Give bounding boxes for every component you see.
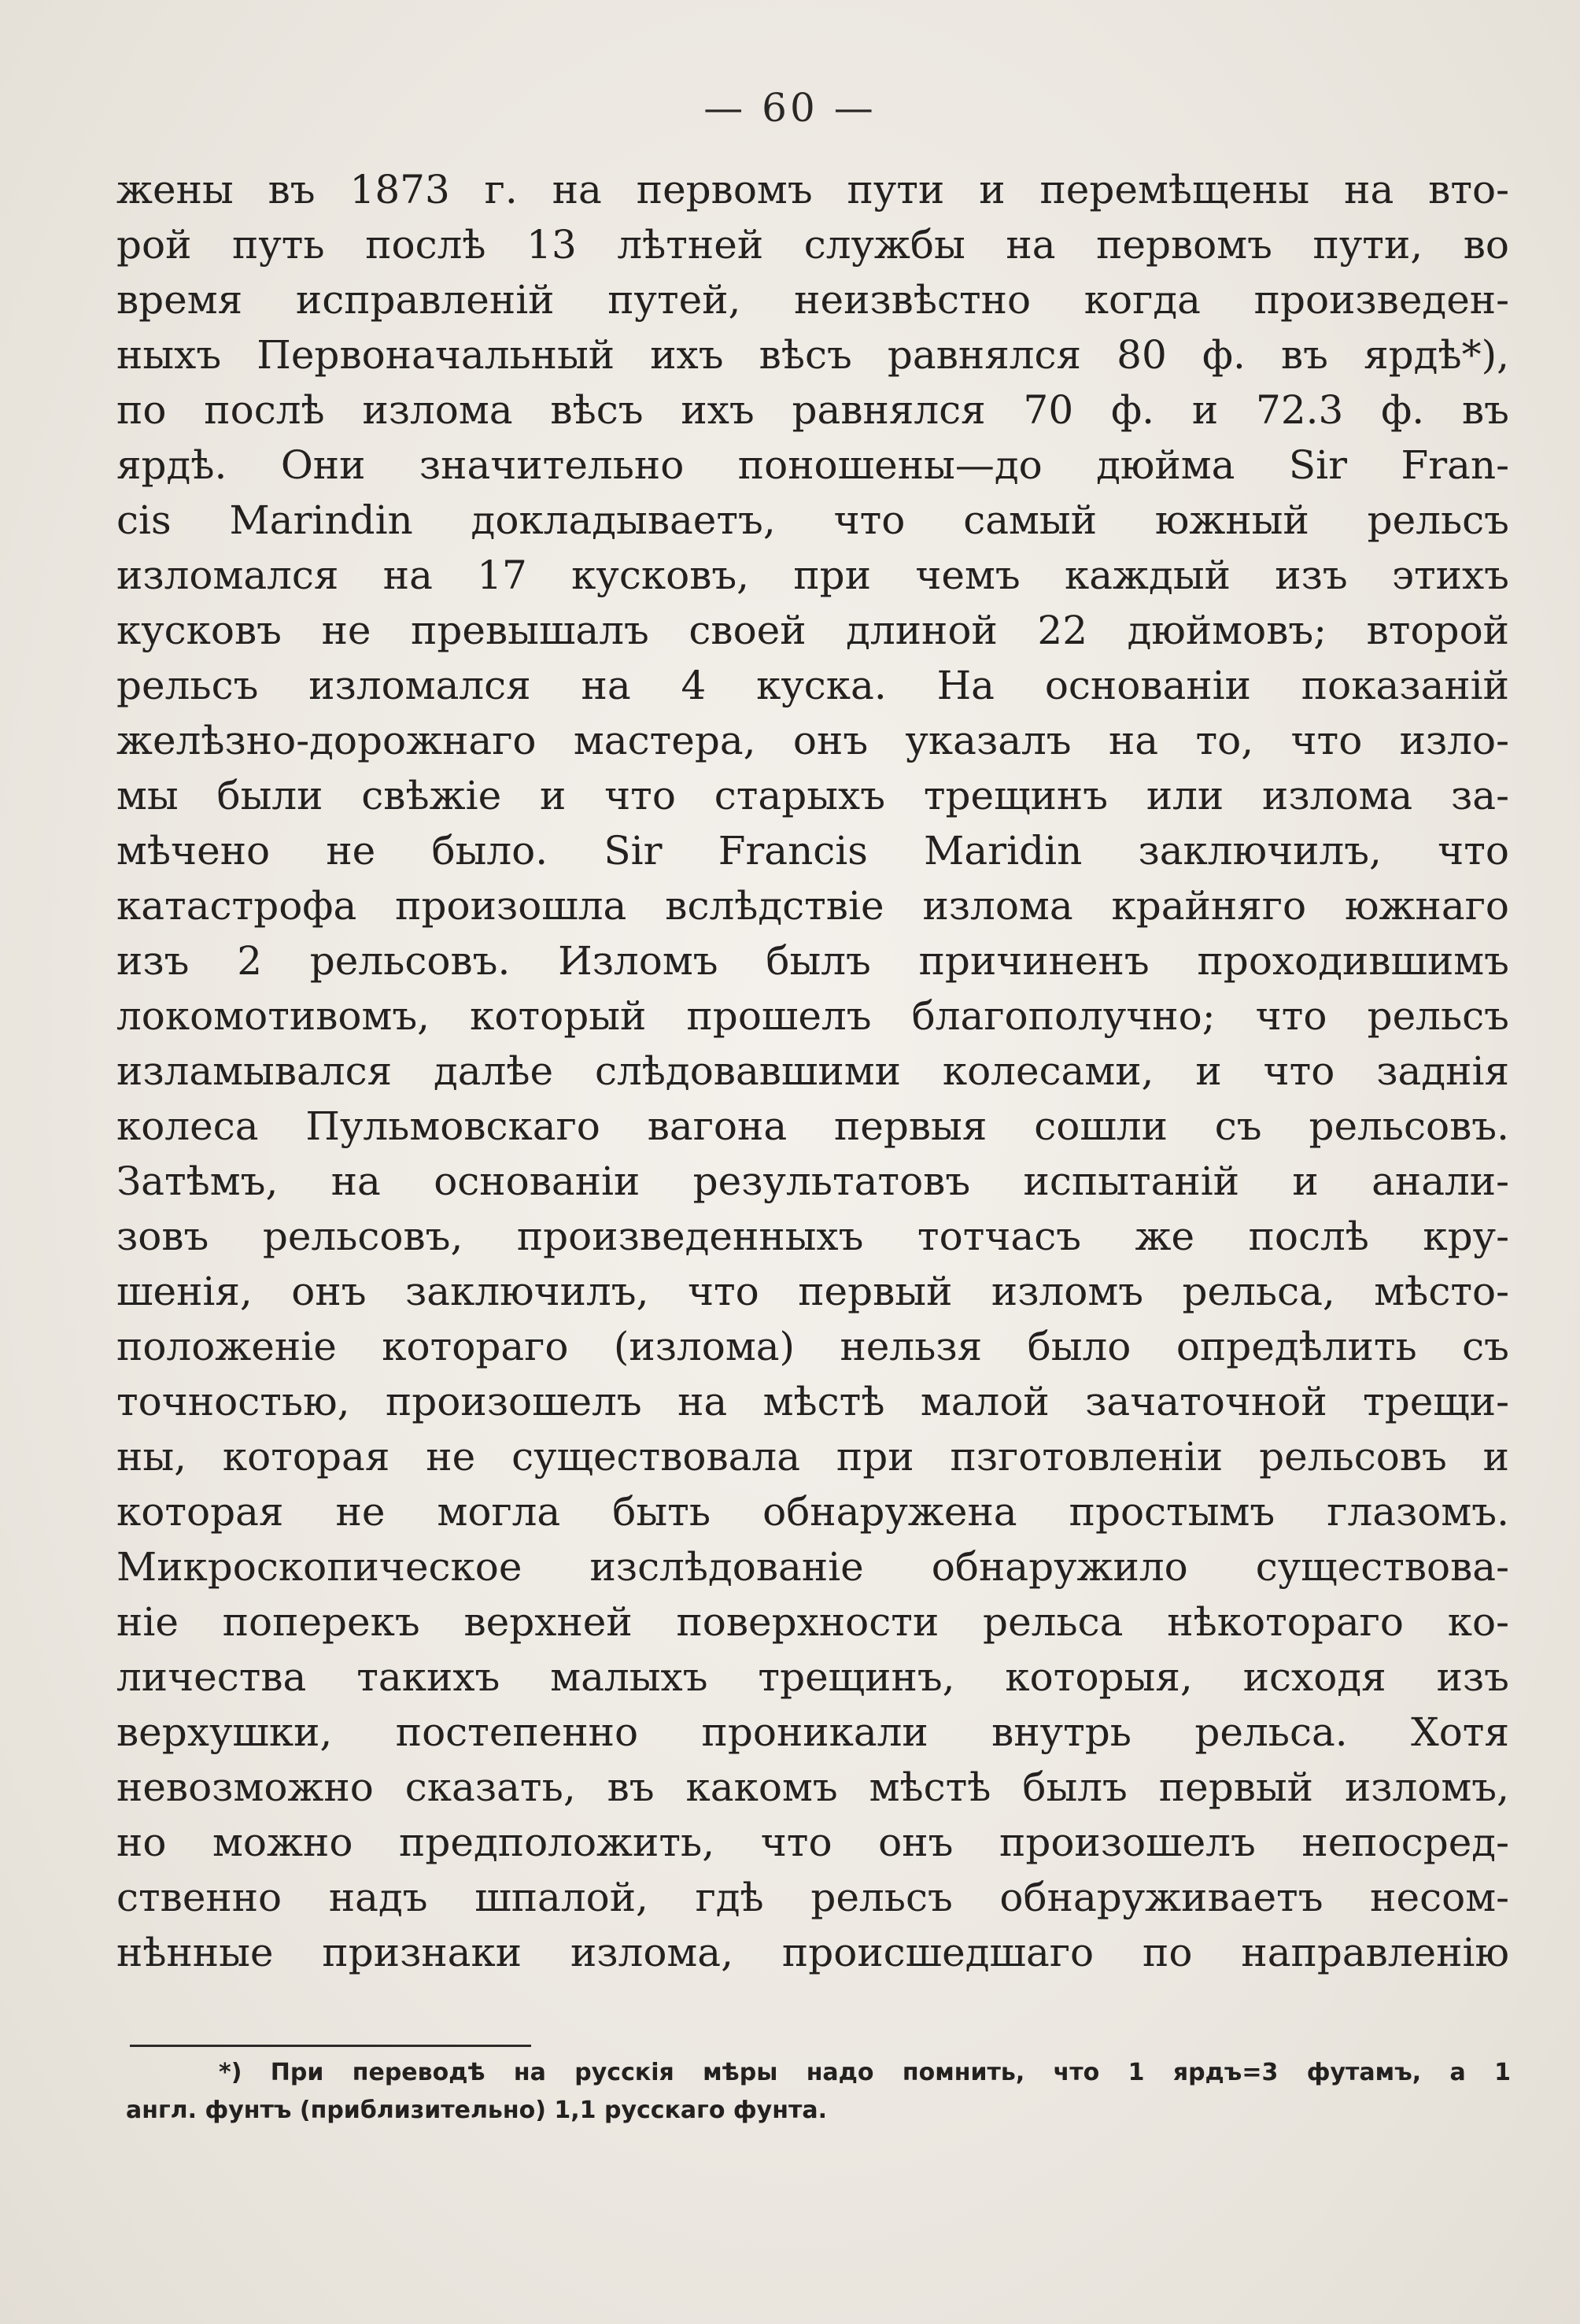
text-line: ственно надъ шпалой, гдѣ рельсъ обнаруживаетъ несом- xyxy=(116,1875,1509,1920)
text-line: зовъ рельсовъ, произведенныхъ тотчасъ же послѣ кру- xyxy=(116,1214,1509,1259)
text-line: но можно предположить, что онъ произошелъ непосред- xyxy=(116,1820,1509,1865)
text-line: ярдѣ. Они значительно поношены—до дюйма Sir Fran- xyxy=(116,442,1509,488)
text-line: точностью, произошелъ на мѣстѣ малой зачаточной трещи- xyxy=(116,1379,1509,1424)
text-line: катастрофа произошла вслѣдствіе излома крайняго южнаго xyxy=(116,883,1509,929)
text-line: ны, которая не существовала при пзготовленіи рельсовъ и xyxy=(116,1434,1509,1480)
text-line: изламывался далѣе слѣдовавшими колесами, и что заднія xyxy=(116,1048,1509,1094)
text-line: верхушки, постепенно проникали внутрь рельса. Хотя xyxy=(116,1709,1509,1755)
footnote-line: *) При переводѣ на русскія мѣры надо помнить, что 1 ярдъ=3 футамъ, а 1 xyxy=(219,2059,1511,2086)
text-line: ніе поперекъ верхней поверхности рельса нѣкотораго ко- xyxy=(116,1599,1509,1645)
text-line: жены въ 1873 г. на первомъ пути и перемѣщены на вто- xyxy=(116,167,1509,212)
footnote-divider xyxy=(130,2045,531,2047)
text-line: cis Marindin докладываетъ, что самый южный рельсъ xyxy=(116,497,1509,543)
text-line: которая не могла быть обнаружена простымъ глазомъ. xyxy=(116,1489,1509,1535)
text-line: ныхъ Первоначальный ихъ вѣсъ равнялся 80 ф. въ ярдѣ*), xyxy=(116,332,1509,378)
text-line: локомотивомъ, который прошелъ благополучно; что рельсъ xyxy=(116,993,1509,1039)
text-line: положеніе котораго (излома) нельзя было опредѣлить съ xyxy=(116,1324,1509,1369)
text-line: изъ 2 рельсовъ. Изломъ былъ причиненъ проходившимъ xyxy=(116,938,1509,984)
text-line: шенія, онъ заключилъ, что первый изломъ рельса, мѣсто- xyxy=(116,1269,1509,1314)
text-line: кусковъ не превышалъ своей длиной 22 дюймовъ; второй xyxy=(116,608,1509,653)
text-line: невозможно сказать, въ какомъ мѣстѣ былъ первый изломъ, xyxy=(116,1764,1509,1810)
text-line: рельсъ изломался на 4 куска. На основаніи показаній xyxy=(116,663,1509,708)
text-line: мы были свѣжіе и что старыхъ трещинъ или излома за- xyxy=(116,773,1509,818)
text-line: изломался на 17 кусковъ, при чемъ каждый изъ этихъ xyxy=(116,552,1509,598)
text-line: время исправленій путей, неизвѣстно когда произведен- xyxy=(116,277,1509,323)
text-line: нѣнные признаки излома, происшедшаго по направленію xyxy=(116,1930,1509,1975)
footnote xyxy=(126,2054,1511,2130)
text-line: желѣзно-дорожнаго мастера, онъ указалъ на то, что изло- xyxy=(116,718,1509,763)
text-line: личества такихъ малыхъ трещинъ, которыя, исходя изъ xyxy=(116,1654,1509,1700)
text-line: мѣчено не было. Sir Francis Maridin заключилъ, что xyxy=(116,828,1509,874)
page-number: — 60 — xyxy=(703,85,877,131)
text-line: Затѣмъ, на основаніи результатовъ испытаній и анали- xyxy=(116,1158,1509,1204)
text-line: Микроскопическое изслѣдованіе обнаружило существова- xyxy=(116,1544,1509,1590)
footnote-line: англ. фунтъ (приблизительно) 1,1 русскаго фунта. xyxy=(126,2097,827,2124)
text-line: колеса Пульмовскаго вагона первыя сошли съ рельсовъ. xyxy=(116,1103,1509,1149)
body-text xyxy=(116,162,1509,1980)
text-line: по послѣ излома вѣсъ ихъ равнялся 70 ф. и 72.3 ф. въ xyxy=(116,387,1509,433)
text-line: рой путь послѣ 13 лѣтней службы на первомъ пути, во xyxy=(116,222,1509,268)
